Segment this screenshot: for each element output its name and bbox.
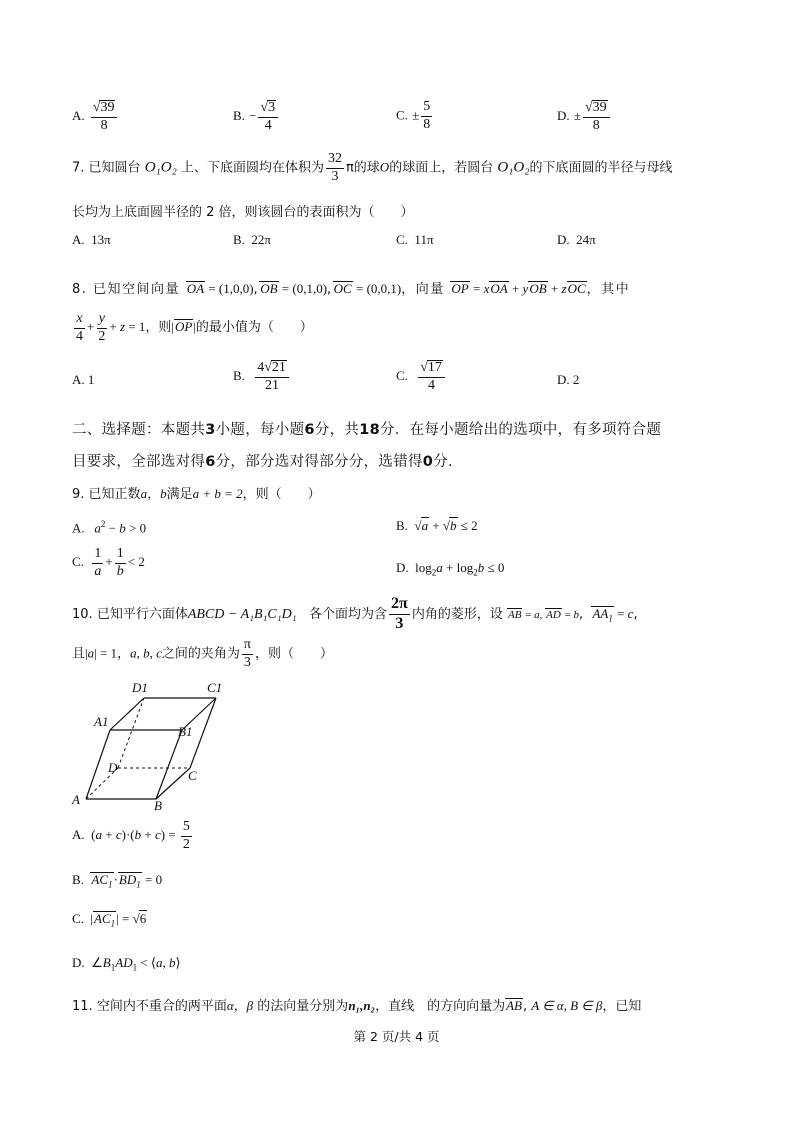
- q7-line1: 7. 已知圆台 O₁O₂ 上、下底面圆均在体积为 $\frac{32}{3}$ π的球O的球面上，若圆台 O₁O₂的下底面圆的半径与母线: [72, 151, 673, 184]
- edge-bc: [156, 768, 190, 799]
- label-d: D: [108, 760, 118, 775]
- label-b: B: [154, 798, 162, 810]
- q7-number: 7.: [72, 160, 85, 176]
- q10-option-a: A. (a + c)·(b + c) = $\frac{5}{2}$: [72, 819, 190, 852]
- label-a: A: [72, 792, 80, 807]
- q8-vector-oc: OC = (0,0,1): [333, 281, 402, 296]
- label-c: C: [188, 768, 197, 783]
- q8-line2: $\frac{x}{4}$ + $\frac{y}{2}$ + z = 1，则|OP|的最小值为（ ）: [72, 312, 313, 344]
- q10-option-b: B. $AC_1\cdot BD_1 = 0$: [72, 872, 163, 890]
- q6-option-c: C. ± $\frac{5}{8}$: [396, 99, 431, 132]
- edge-bb1: [156, 730, 182, 799]
- edge-cc1: [190, 698, 216, 768]
- q10-number: 10.: [72, 606, 93, 622]
- option-letter: D.: [557, 108, 570, 124]
- q10-angle: $\frac{2\pi}{3}$: [391, 595, 408, 632]
- q10-line1: 10. 已知平行六面体ABCD − A₁B₁C₁D₁ 各个面均为含 $\frac{2\pi}{3}$ 内角的菱形，设 AB = a, AD = b, $AA_1 = c$,: [72, 595, 638, 632]
- q7-option-a: A. 13π: [72, 232, 111, 247]
- q6-option-d: D. ± $\frac{√39}{8}$: [557, 100, 612, 133]
- edge-a1d1: [110, 698, 144, 730]
- q8-option-a: A. 1: [72, 372, 95, 387]
- q7-line2: 长均为上底面圆半径的 2 倍，则该圆台的表面积为（ ）: [72, 205, 414, 220]
- q11-stem: 11. 空间内不重合的两平面α，β 的法向量分别为n₁,n₂，直线 的方向向量为AB, A ∈ α, B ∈ β，已知: [72, 998, 642, 1014]
- edge-dd1-hidden: [118, 698, 144, 768]
- q8-condition: $\frac{x}{4}$ + $\frac{y}{2}$ + z = 1: [76, 311, 146, 344]
- q8-c-formula: $\frac{√17}{4}$: [418, 360, 445, 393]
- parallelepiped-figure: [70, 678, 230, 810]
- label-a1: A1: [94, 714, 109, 729]
- q7-option-c: C. 11π: [396, 232, 434, 247]
- q8-option-b: B. $\frac{4√21}{21}$: [233, 360, 291, 393]
- section2-line2: 目要求，全部选对得6分，部分选对得部分分，选错得0分.: [72, 454, 453, 470]
- q9-option-d: D. $\log_2a + \log_2b \le 0$: [396, 560, 505, 578]
- q6-b-formula: $\frac{√3}{4}$: [258, 100, 278, 133]
- label-c1: C1: [207, 680, 223, 695]
- q9-number: 9.: [72, 487, 85, 502]
- q8-b-formula: $\frac{4√21}{21}$: [255, 360, 289, 393]
- q8-op-magnitude: |OP|: [171, 319, 196, 335]
- q11-number: 11.: [72, 999, 93, 1014]
- q8-line1: 8. 已知空间向量 OA = (1,0,0),OB = (0,1,0),OC = (0,0,1)，向量 OP = xOA + yOB + zOC，其中: [72, 281, 631, 297]
- q7-volume: $\frac{32}{3}$: [327, 151, 342, 184]
- q9-option-a: A. $a^2 - b > 0$: [72, 519, 147, 536]
- option-letter: A.: [72, 108, 85, 124]
- q10-option-c: C. $|AC_1| = √6$: [72, 911, 147, 929]
- q6-c-formula: $\frac{5}{8}$: [423, 99, 431, 132]
- q8-option-d: D. 2: [557, 372, 580, 387]
- q8-option-c: C. $\frac{√17}{4}$: [396, 360, 447, 393]
- edge-aa1: [86, 730, 110, 799]
- q8-vector-op: OP = xOA + yOB + zOC: [451, 281, 586, 296]
- q6-a-formula: $\frac{√39}{8}$: [91, 100, 118, 133]
- q10-option-d: D. $\angle B_1AD_1$ < ⟨a, b⟩: [72, 955, 181, 973]
- q6-option-a: [72, 100, 119, 133]
- q6-option-b: B. − $\frac{√3}{4}$: [233, 100, 280, 133]
- q8-vector-ob: OB = (0,1,0): [260, 281, 328, 296]
- q10-line2: 且|a| = 1，a, b, c之间的夹角为 $\frac{\pi}{3}$ ，则（ ）: [72, 637, 333, 670]
- page-footer: 第 2 页/共 4 页: [353, 1029, 440, 1044]
- q8-number: 8.: [72, 282, 88, 297]
- q6-d-formula: $\frac{√39}{8}$: [583, 100, 610, 133]
- q8-vector-oa: OA = (1,0,0): [186, 281, 254, 296]
- q7-frustum-name: O₁O₂: [144, 159, 177, 176]
- label-b1: B1: [178, 724, 193, 739]
- q10-solid: ABCD − A₁B₁C₁D₁: [187, 606, 297, 622]
- q7-option-d: D. 24π: [557, 232, 596, 247]
- q9-stem: 9. 已知正数a，b满足a + b = 2，则（ ）: [72, 486, 321, 502]
- label-d1: D1: [132, 680, 148, 695]
- section2-line1: 二、选择题：本题共3小题，每小题6分，共18分．在每小题给出的选项中，有多项符合题: [72, 422, 662, 438]
- q7-option-b: B. 22π: [233, 232, 271, 247]
- q9-option-b: B. √a + √b ≤ 2: [396, 518, 478, 533]
- option-letter: C.: [396, 107, 408, 123]
- option-letter: B.: [233, 108, 245, 124]
- q9-option-c: C. $\frac{1}{a}$ + $\frac{1}{b}$ < 2: [72, 546, 145, 579]
